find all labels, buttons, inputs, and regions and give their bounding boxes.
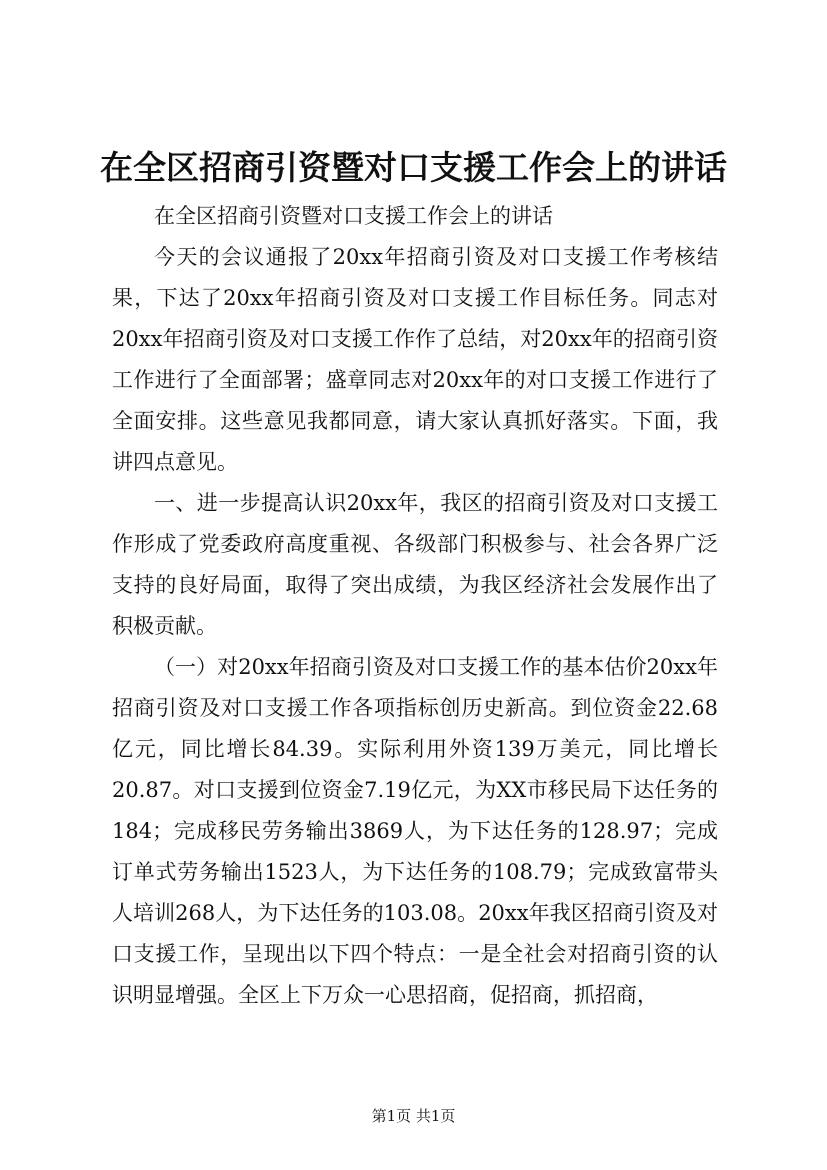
paragraph-subsection-one: （一）对20xx年招商引资及对口支援工作的基本估价20xx年招商引资及对口支援工作各项指标创历史新高。到位资金22.68亿元，同比增长84.39。实际利用外资139万美元，同比增长20.87。对口支援到位资金7.19亿元，为XX市移民局下达任务的184；完成移民劳务输出3869人，为下达任务的128.97；完成订单式劳务输出1523人，为下达任务的108.79；完成致富带头人培训268人，为下达任务的103.08。20xx年我区招商引资及对口支援工作，呈现出以下四个特点：一是全社会对招商引资的认识明显增强。全区上下万众一心思招商，促招商，抓招商，	[112, 655, 718, 1007]
document-body	[112, 196, 718, 1016]
paragraph-section-one: 一、进一步提高认识20xx年，我区的招商引资及对口支援工作形成了党委政府高度重视、各级部门积极参与、社会各界广泛支持的良好局面，取得了突出成绩，为我区经济社会发展作出了积极贡献。	[112, 491, 718, 638]
document-subtitle: 在全区招商引资暨对口支援工作会上的讲话	[154, 204, 553, 228]
paragraph-opening: 今天的会议通报了20xx年招商引资及对口支援工作考核结果，下达了20xx年招商引资及对口支援工作目标任务。同志对20xx年招商引资及对口支援工作作了总结，对20xx年的招商引资工作进行了全面部署；盛章同志对20xx年的对口支援工作进行了全面安排。这些意见我都同意，请大家认真抓好落实。下面，我讲四点意见。	[112, 245, 718, 474]
page-number-footer: 第1页 共1页	[371, 1107, 456, 1125]
document-title: 在全区招商引资暨对口支援工作会上的讲话	[100, 148, 727, 187]
